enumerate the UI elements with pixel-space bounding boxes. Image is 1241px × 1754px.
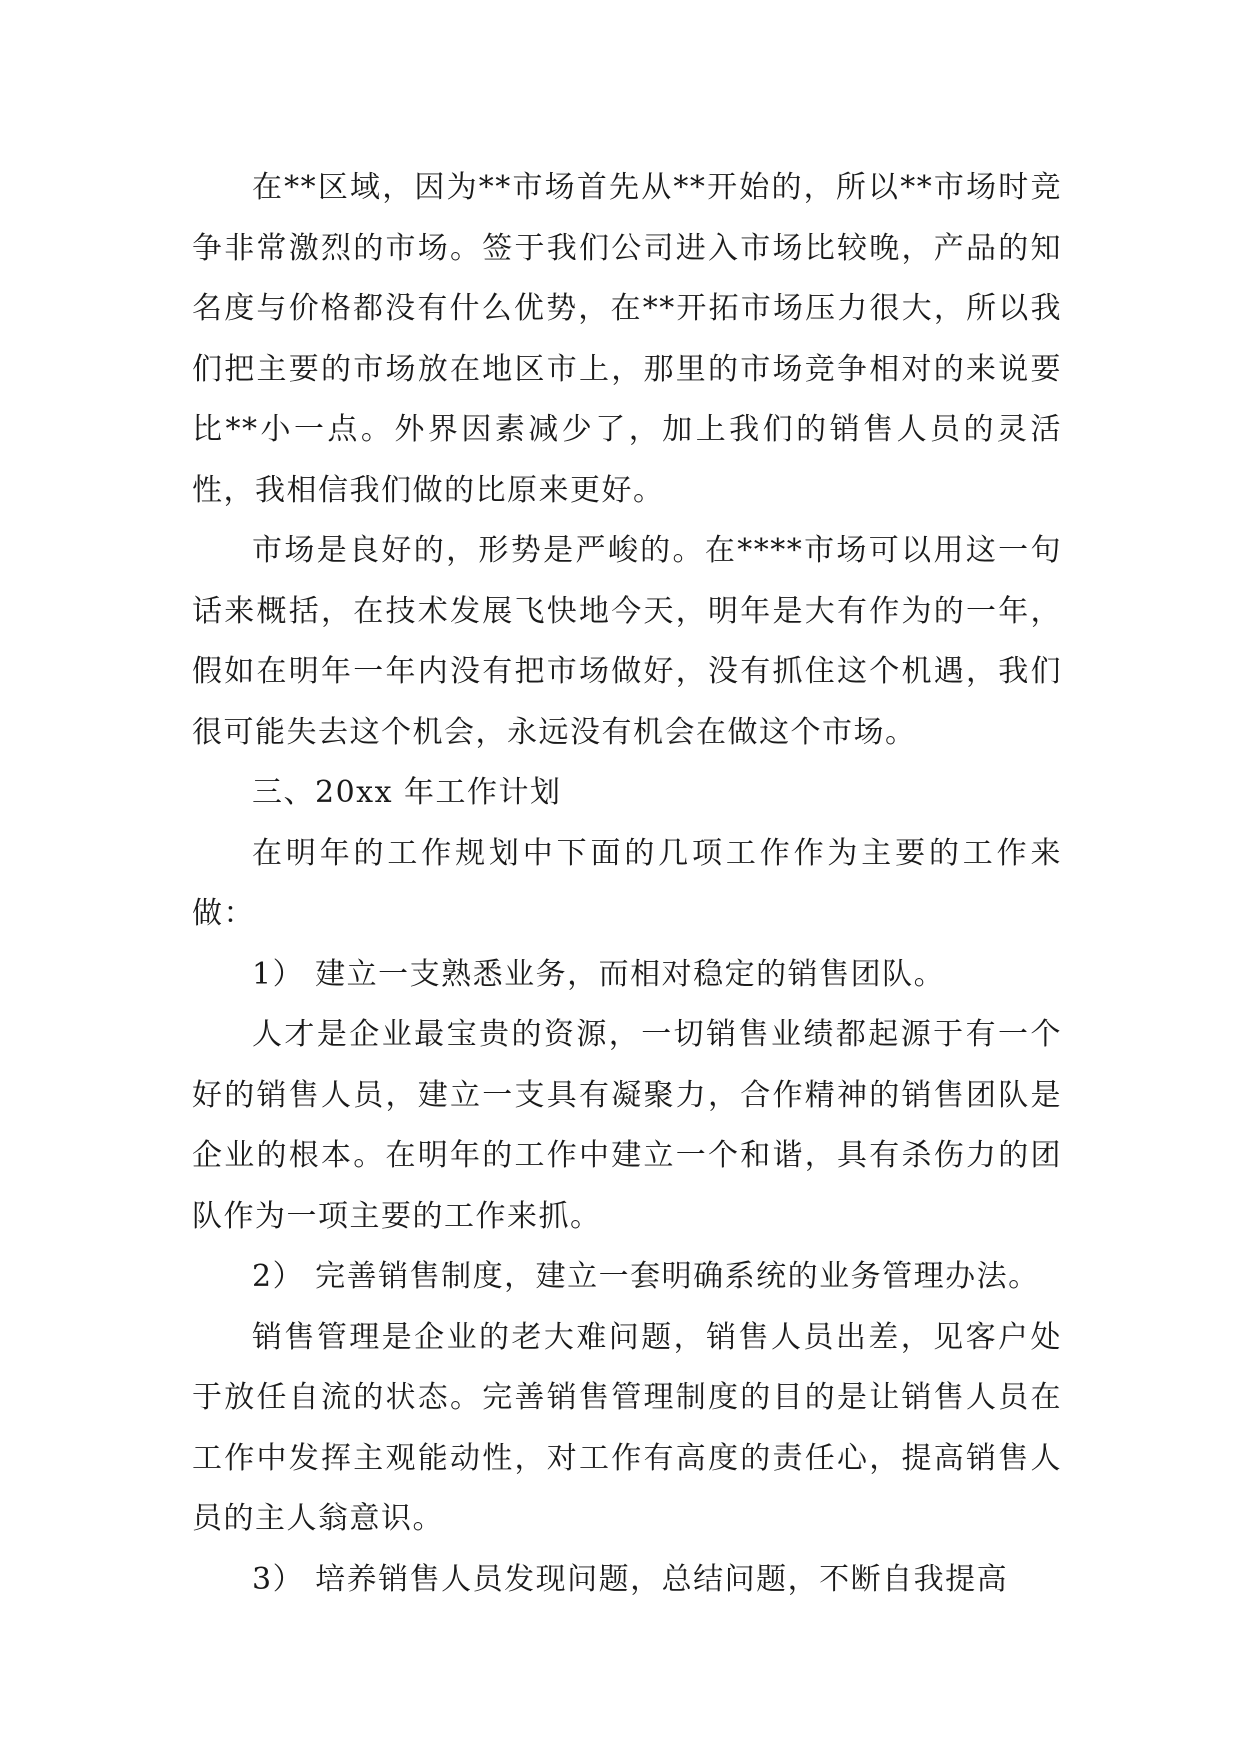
section-heading: 三、20xx 年工作计划 [252, 775, 562, 810]
plan-item-2-body: 销售管理是企业的老大难问题，销售人员出差，见客户处于放任自流的状态。完善销售管理制度的目的是让销售人员在工作中发挥主观能动性，对工作有高度的责任心，提高销售人员的主人翁意识。 [192, 1319, 1062, 1536]
plan-item-1-body: 人才是企业最宝贵的资源，一切销售业绩都起源于有一个好的销售人员，建立一支具有凝聚力，合作精神的销售团队是企业的根本。在明年的工作中建立一个和谐，具有杀伤力的团队作为一项主要的工作来抓。 [192, 1017, 1062, 1234]
paragraph-market-outlook: 市场是良好的，形势是严峻的。在****市场可以用这一句话来概括，在技术发展飞快地今天，明年是大有作为的一年，假如在明年一年内没有把市场做好，没有抓住这个机遇，我们很可能失去这个机会，永远没有机会在做这个市场。 [192, 533, 1062, 750]
document-body [192, 158, 1062, 1610]
plan-item-3-title: 3） 培养销售人员发现问题，总结问题，不断自我提高 [252, 1561, 1009, 1597]
plan-item-1-title: 1） 建立一支熟悉业务，而相对稳定的销售团队。 [252, 956, 946, 992]
plan-item-2-title: 2） 完善销售制度，建立一套明确系统的业务管理办法。 [252, 1259, 1040, 1294]
paragraph-market-region: 在**区域，因为**市场首先从**开始的，所以**市场时竞争非常激烈的市场。签于我们公司进入市场比较晚，产品的知名度与价格都没有什么优势，在**开拓市场压力很大，所以我们把主要的市场放在地区市上，那里的市场竞争相对的来说要比**小一点。外界因素减少了，加上我们的销售人员的灵活性，我相信我们做的比原来更好。 [192, 170, 1062, 508]
paragraph-plan-intro: 在明年的工作规划中下面的几项工作作为主要的工作来做： [192, 835, 1062, 931]
